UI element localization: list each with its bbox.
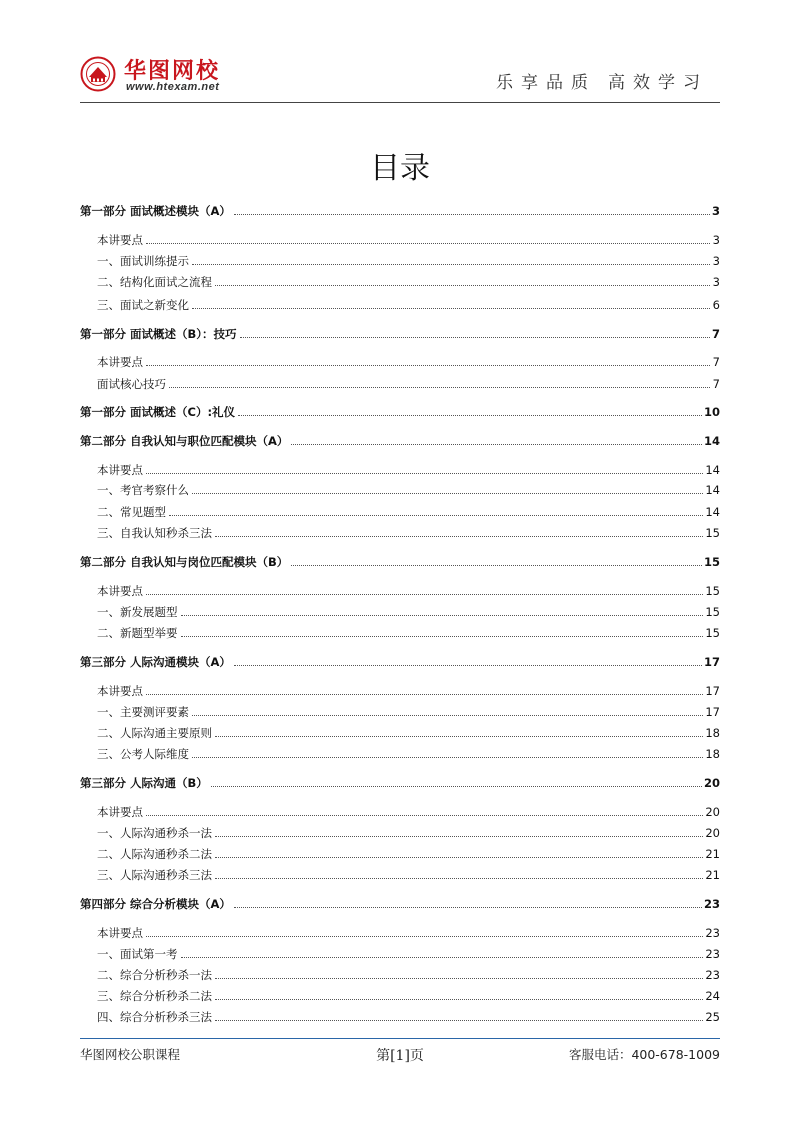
toc-subsection-entry[interactable] [80, 231, 720, 247]
header-divider [80, 102, 720, 103]
toc-entry-label: 一、面试第一考 [97, 947, 178, 961]
toc-dot-leader [146, 472, 703, 474]
toc-entry-label: 一、主要测评要素 [97, 705, 189, 719]
toc-entry-label: 本讲要点 [97, 355, 143, 369]
toc-entry-page: 20 [705, 826, 720, 840]
toc-entry-label: 第一部分 面试概述模块（A） [80, 204, 231, 218]
toc-entry-label: 第二部分 自我认知与岗位匹配模块（B） [80, 555, 289, 569]
slogan-part-2: 高效学习 [608, 73, 708, 93]
toc-subsection-entry[interactable] [80, 296, 720, 312]
toc-entry-label: 二、综合分析秒杀一法 [97, 968, 212, 982]
toc-entry-page: 7 [712, 377, 720, 391]
toc-subsection-entry[interactable] [80, 481, 720, 497]
toc-subsection-entry[interactable] [80, 966, 720, 982]
toc-entry-label: 本讲要点 [97, 926, 143, 940]
toc-subsection-entry[interactable] [80, 273, 720, 289]
toc-subsection-entry[interactable] [80, 682, 720, 698]
toc-entry-page: 15 [705, 584, 720, 598]
toc-dot-leader [215, 535, 703, 537]
toc-section-entry[interactable] [80, 653, 720, 669]
page-header [80, 52, 720, 102]
toc-entry-page: 15 [703, 555, 720, 569]
toc-entry-label: 本讲要点 [97, 233, 143, 247]
toc-entry-label: 面试核心技巧 [97, 377, 166, 391]
brand-logo[interactable] [80, 52, 240, 98]
toc-entry-label: 二、人际沟通主要原则 [97, 726, 212, 740]
toc-entry-page: 23 [705, 947, 720, 961]
toc-entry-page: 15 [705, 626, 720, 640]
toc-entry-label: 本讲要点 [97, 584, 143, 598]
toc-dot-leader [234, 906, 702, 908]
toc-dot-leader [291, 443, 702, 445]
toc-dot-leader [146, 935, 703, 937]
toc-dot-leader [192, 492, 703, 494]
footer-course-name: 华图网校公职课程 [80, 1047, 181, 1062]
toc-entry-label: 四、综合分析秒杀三法 [97, 1010, 212, 1024]
toc-dot-leader [215, 856, 703, 858]
toc-entry-label: 二、结构化面试之流程 [97, 275, 212, 289]
toc-entry-page: 6 [712, 298, 720, 312]
toc-entry-page: 21 [705, 868, 720, 882]
toc-section-entry[interactable] [80, 432, 720, 448]
toc-subsection-entry[interactable] [80, 824, 720, 840]
toc-entry-page: 14 [705, 505, 720, 519]
toc-entry-label: 本讲要点 [97, 684, 143, 698]
toc-dot-leader [181, 956, 704, 958]
toc-entry-label: 二、人际沟通秒杀二法 [97, 847, 212, 861]
toc-dot-leader [146, 814, 703, 816]
toc-dot-leader [181, 635, 704, 637]
toc-entry-page: 15 [705, 605, 720, 619]
toc-subsection-entry[interactable] [80, 503, 720, 519]
footer-service-phone: 客服电话：400-678-1009 [568, 1047, 720, 1062]
toc-subsection-entry[interactable] [80, 803, 720, 819]
toc-dot-leader [291, 564, 702, 566]
toc-entry-label: 一、考官考察什么 [97, 483, 189, 497]
toc-entry-page: 7 [712, 355, 720, 369]
toc-subsection-entry[interactable] [80, 945, 720, 961]
footer-divider [80, 1038, 720, 1039]
toc-entry-page: 23 [705, 968, 720, 982]
toc-entry-page: 15 [705, 526, 720, 540]
toc-entry-page: 18 [705, 747, 720, 761]
toc-entry-page: 14 [705, 483, 720, 497]
toc-section-entry[interactable] [80, 202, 720, 218]
toc-entry-page: 21 [705, 847, 720, 861]
toc-entry-page: 20 [703, 776, 720, 790]
toc-entry-label: 一、人际沟通秒杀一法 [97, 826, 212, 840]
toc-entry-label: 本讲要点 [97, 463, 143, 477]
toc-entry-label: 三、综合分析秒杀二法 [97, 989, 212, 1003]
toc-dot-leader [192, 756, 703, 758]
toc-entry-page: 14 [705, 463, 720, 477]
toc-entry-label: 二、新题型举要 [97, 626, 178, 640]
toc-subsection-entry[interactable] [80, 987, 720, 1003]
toc-entry-label: 三、公考人际维度 [97, 747, 189, 761]
toc-subsection-entry[interactable] [80, 1008, 720, 1024]
toc-entry-label: 本讲要点 [97, 805, 143, 819]
toc-subsection-entry[interactable] [80, 353, 720, 369]
toc-entry-page: 10 [703, 405, 720, 419]
logo-emblem-icon [80, 56, 116, 92]
toc-subsection-entry[interactable] [80, 461, 720, 477]
toc-dot-leader [146, 364, 710, 366]
toc-dot-leader [169, 514, 703, 516]
toc-entry-label: 一、面试训练提示 [97, 254, 189, 268]
toc-section-entry[interactable] [80, 774, 720, 790]
toc-dot-leader [169, 386, 710, 388]
toc-section-entry[interactable] [80, 553, 720, 569]
toc-subsection-entry[interactable] [80, 252, 720, 268]
toc-entry-label: 第四部分 综合分析模块（A） [80, 897, 231, 911]
header-slogan [496, 68, 708, 93]
page-footer [80, 1045, 720, 1065]
toc-entry-label: 第三部分 人际沟通（B） [80, 776, 208, 790]
toc-entry-page: 17 [703, 655, 720, 669]
footer-page-number: 第[1]页 [376, 1048, 424, 1064]
toc-entry-label: 一、新发展题型 [97, 605, 178, 619]
toc-dot-leader [211, 785, 702, 787]
page-title: 目录 [370, 151, 430, 186]
toc-dot-leader [215, 835, 703, 837]
toc-subsection-entry[interactable] [80, 624, 720, 640]
slogan-part-1: 乐享品质 [496, 73, 596, 93]
toc-subsection-entry[interactable] [80, 845, 720, 861]
toc-dot-leader [238, 414, 702, 416]
toc-entry-page: 25 [705, 1010, 720, 1024]
toc-entry-page: 3 [711, 204, 720, 218]
toc-entry-page: 24 [705, 989, 720, 1003]
toc-section-entry[interactable] [80, 403, 720, 419]
toc-entry-label: 三、自我认知秒杀三法 [97, 526, 212, 540]
toc-section-entry[interactable] [80, 895, 720, 911]
toc-dot-leader [192, 307, 710, 309]
toc-entry-page: 18 [705, 726, 720, 740]
toc-entry-page: 17 [705, 705, 720, 719]
toc-entry-page: 23 [705, 926, 720, 940]
toc-dot-leader [181, 614, 704, 616]
toc-dot-leader [146, 593, 703, 595]
toc-dot-leader [215, 998, 703, 1000]
logo-name: 华图网校 [124, 59, 221, 84]
toc-entry-page: 17 [705, 684, 720, 698]
toc-dot-leader [215, 977, 703, 979]
toc-dot-leader [192, 263, 710, 265]
toc-subsection-entry[interactable] [80, 745, 720, 761]
toc-dot-leader [215, 284, 710, 286]
toc-entry-label: 三、人际沟通秒杀三法 [97, 868, 212, 882]
toc-section-entry[interactable] [80, 325, 720, 341]
logo-url[interactable]: www.htexam.net [126, 81, 220, 93]
toc-dot-leader [192, 714, 703, 716]
toc-entry-label: 第一部分 面试概述（B）：技巧 [80, 327, 237, 341]
toc-dot-leader [215, 1019, 703, 1021]
toc-dot-leader [146, 693, 703, 695]
toc-entry-page: 3 [712, 275, 720, 289]
toc-subsection-entry[interactable] [80, 724, 720, 740]
toc-entry-page: 20 [705, 805, 720, 819]
toc-entry-page: 7 [711, 327, 720, 341]
toc-subsection-entry[interactable] [80, 703, 720, 719]
toc-entry-page: 3 [712, 254, 720, 268]
toc-subsection-entry[interactable] [80, 924, 720, 940]
toc-dot-leader [234, 213, 710, 215]
toc-entry-page: 3 [712, 233, 720, 247]
toc-dot-leader [234, 664, 702, 666]
toc-entry-page: 23 [703, 897, 720, 911]
toc-entry-label: 二、常见题型 [97, 505, 166, 519]
toc-dot-leader [146, 242, 710, 244]
toc-dot-leader [215, 877, 703, 879]
toc-entry-label: 三、面试之新变化 [97, 298, 189, 312]
toc-subsection-entry[interactable] [80, 524, 720, 540]
toc-subsection-entry[interactable] [80, 375, 720, 391]
toc-subsection-entry[interactable] [80, 866, 720, 882]
toc-entry-label: 第三部分 人际沟通模块（A） [80, 655, 231, 669]
toc-dot-leader [215, 735, 703, 737]
toc-entry-label: 第二部分 自我认知与职位匹配模块（A） [80, 434, 289, 448]
toc-entry-label: 第一部分 面试概述（C）:礼仪 [80, 405, 236, 419]
toc-subsection-entry[interactable] [80, 603, 720, 619]
toc-subsection-entry[interactable] [80, 582, 720, 598]
toc-entry-page: 14 [703, 434, 720, 448]
toc-dot-leader [240, 336, 710, 338]
